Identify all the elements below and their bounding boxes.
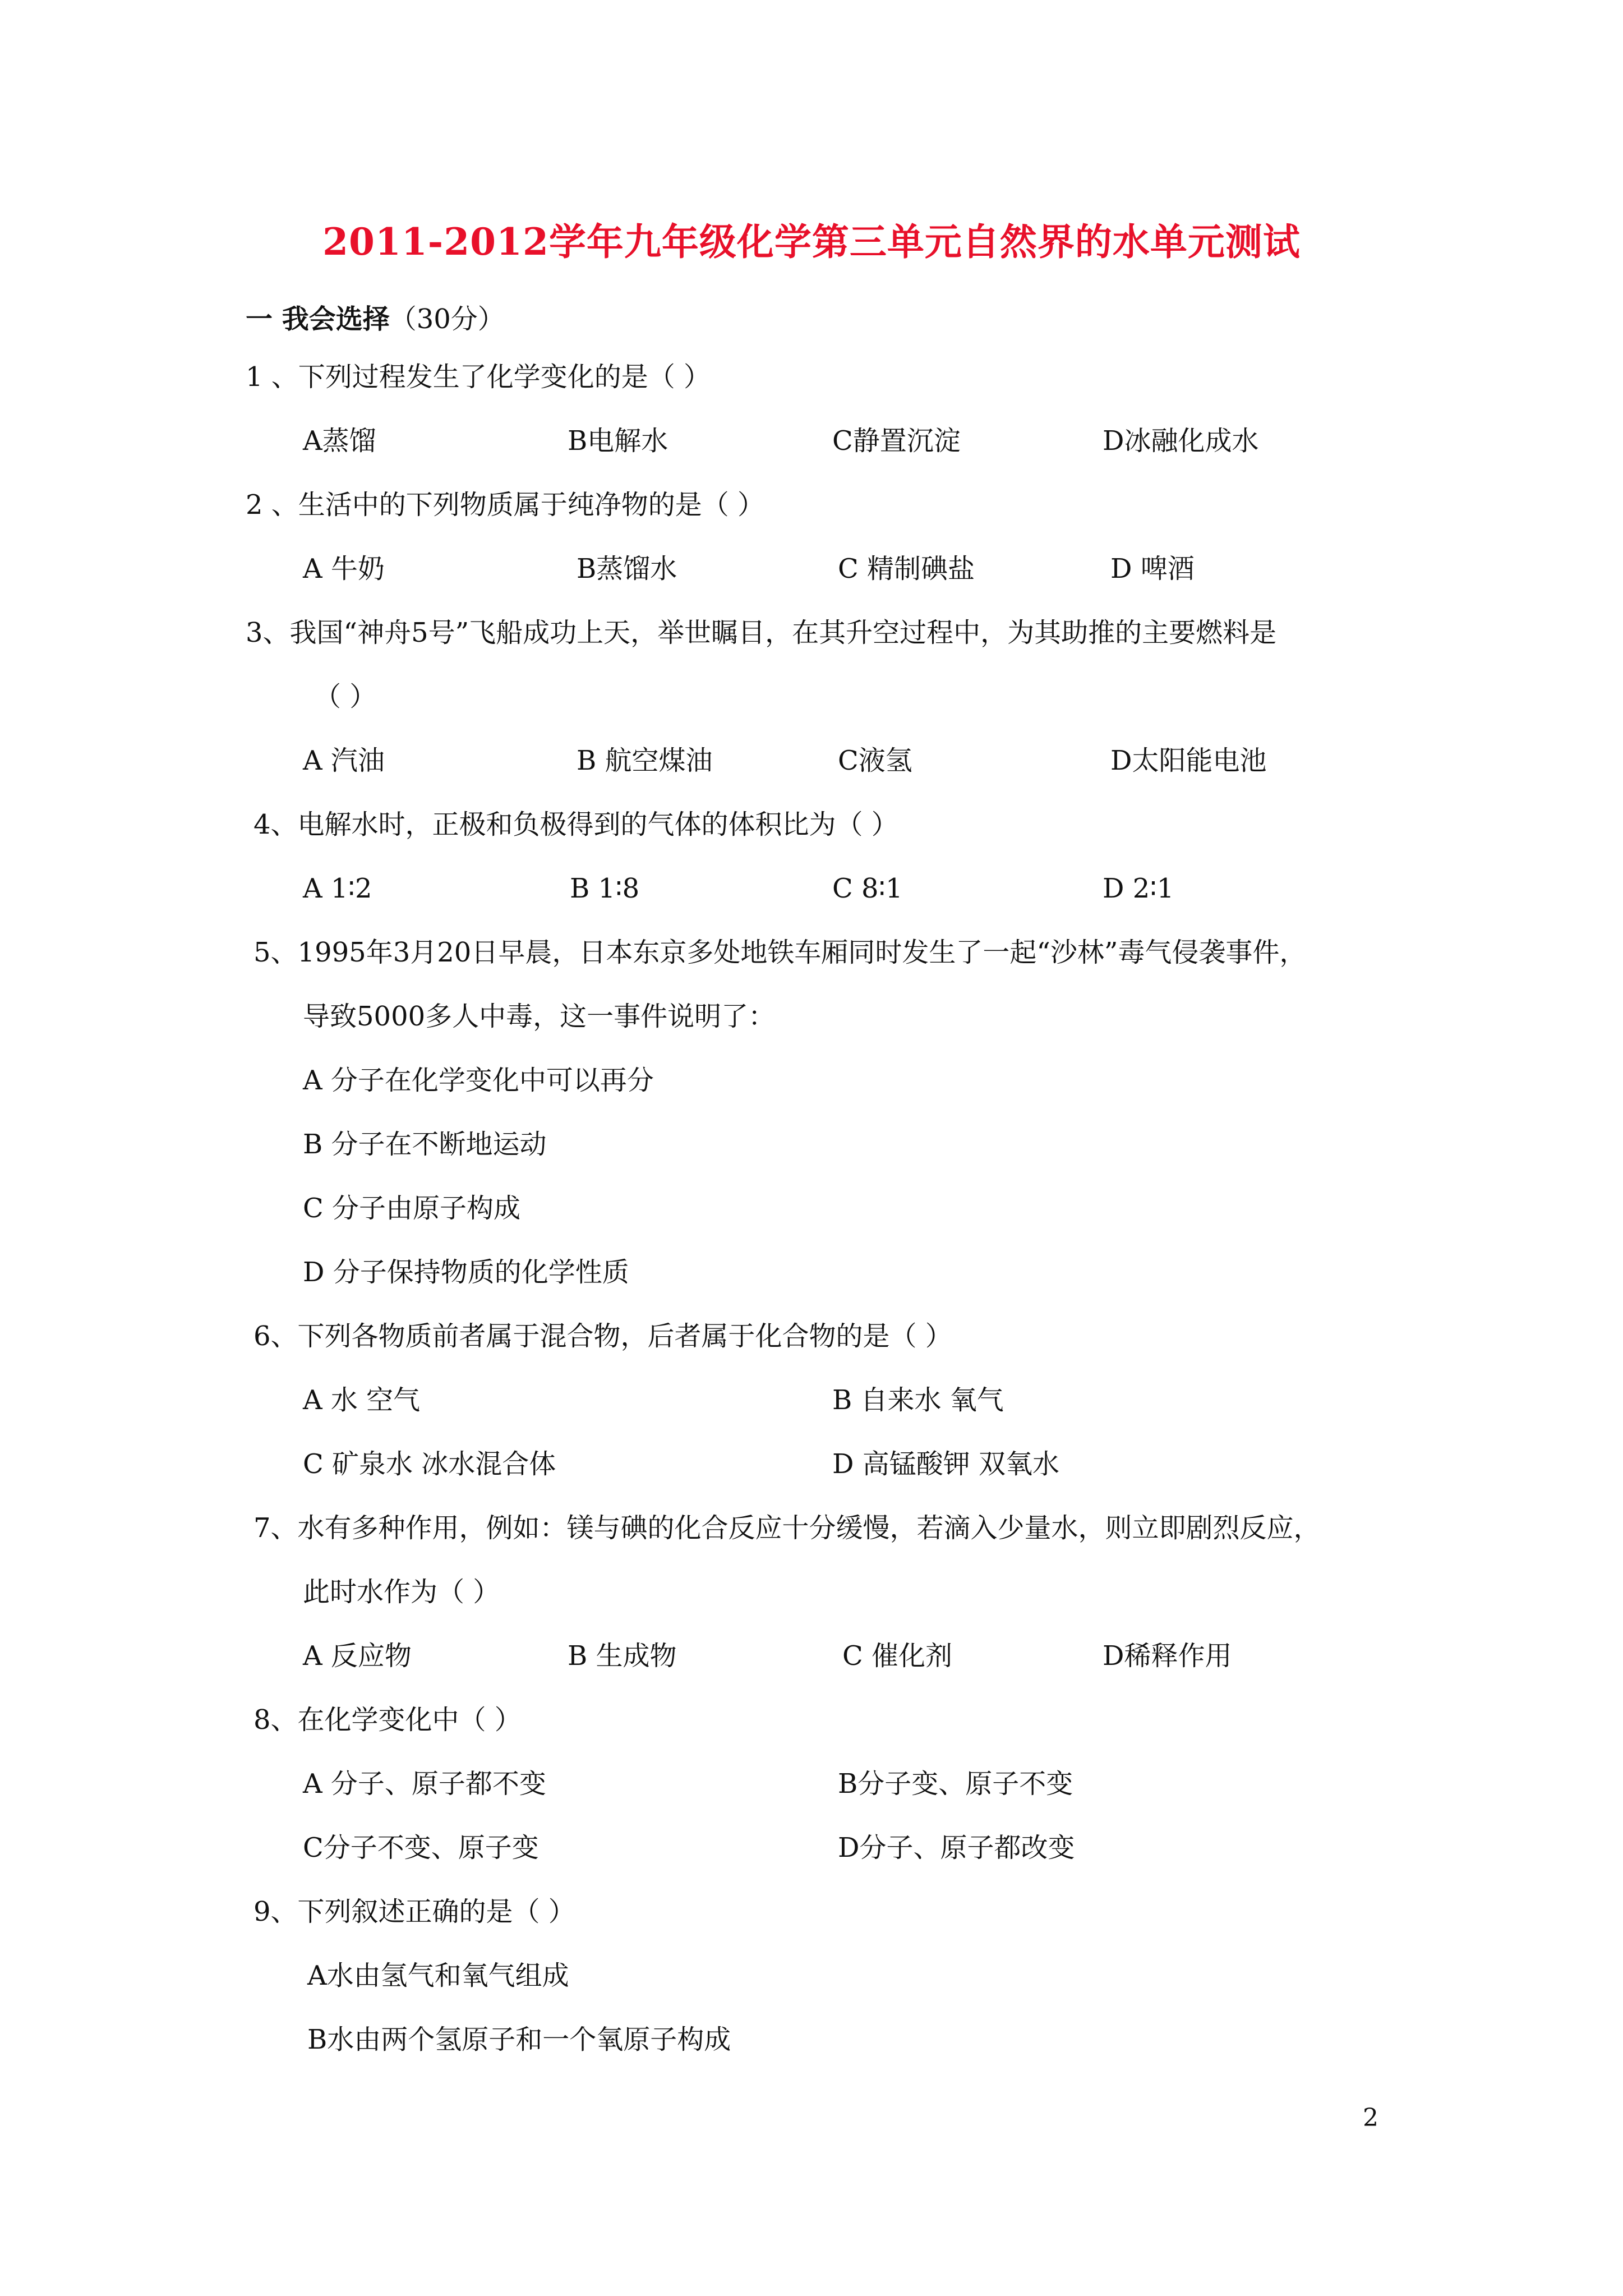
- question-2: 2 、生活中的下列物质属于纯净物的是（ ）: [246, 489, 765, 521]
- question-7-cont: 此时水作为（ ）: [303, 1576, 500, 1608]
- question-3: 3、我国“神舟5号”飞船成功上天，举世瞩目，在其升空过程中，为其助推的主要燃料是: [246, 617, 1277, 648]
- question-5-cont: 导致5000多人中毒，这一事件说明了：: [303, 1001, 776, 1032]
- q1-option-a: A蒸馏: [303, 425, 376, 457]
- question-8: 8、在化学变化中（ ）: [253, 1704, 522, 1736]
- q6-option-b: B 自来水 氧气: [832, 1384, 1004, 1416]
- q4-option-c: C 8∶1: [832, 873, 903, 904]
- q6-option-d: D 高锰酸钾 双氧水: [832, 1448, 1060, 1480]
- section-score: （30分）: [389, 303, 505, 335]
- question-1: 1 、下列过程发生了化学变化的是（ ）: [246, 361, 711, 393]
- q5-option-d: D 分子保持物质的化学性质: [303, 1257, 629, 1288]
- question-3-cont: （ ）: [314, 681, 377, 712]
- q2-option-b: B蒸馏水: [577, 553, 677, 585]
- q5-option-c: C 分子由原子构成: [303, 1193, 520, 1224]
- page-number: 2: [1363, 2104, 1378, 2132]
- question-4: 4、电解水时，正极和负极得到的气体的体积比为（ ）: [253, 809, 898, 840]
- q2-option-a: A 牛奶: [303, 553, 385, 585]
- q9-option-a: A水由氢气和氧气组成: [307, 1960, 569, 1991]
- q4-option-b: B 1∶8: [570, 873, 640, 904]
- q2-option-d: D 啤酒: [1110, 553, 1195, 585]
- q4-option-d: D 2∶1: [1103, 873, 1174, 904]
- q4-option-a: A 1∶2: [303, 873, 372, 904]
- q2-option-c: C 精制碘盐: [838, 553, 975, 585]
- q9-option-b: B水由两个氢原子和一个氧原子构成: [307, 2024, 731, 2055]
- q5-option-b: B 分子在不断地运动: [303, 1129, 547, 1160]
- q1-option-d: D冰融化成水: [1103, 425, 1259, 457]
- section-label: 一 我会选择: [246, 303, 390, 335]
- q7-option-d: D稀释作用: [1103, 1640, 1232, 1672]
- q5-option-a: A 分子在化学变化中可以再分: [303, 1065, 654, 1096]
- q8-option-c: C分子不变、原子变: [303, 1832, 539, 1864]
- q8-option-d: D分子、原子都改变: [838, 1832, 1075, 1864]
- section-heading: [246, 297, 505, 336]
- q7-option-c: C 催化剂: [842, 1640, 952, 1672]
- page-title: 2011-2012学年九年级化学第三单元自然界的水单元测试: [322, 220, 1301, 264]
- q3-option-b: B 航空煤油: [577, 745, 713, 776]
- q7-option-a: A 反应物: [303, 1640, 412, 1672]
- q3-option-a: A 汽油: [303, 745, 385, 776]
- q6-option-a: A 水 空气: [303, 1384, 421, 1416]
- question-9: 9、下列叙述正确的是（ ）: [253, 1896, 575, 1927]
- q8-option-a: A 分子、原子都不变: [303, 1768, 546, 1800]
- question-7: 7、水有多种作用，例如：镁与碘的化合反应十分缓慢，若滴入少量水，则立即剧烈反应，: [253, 1512, 1321, 1544]
- q3-option-d: D太阳能电池: [1110, 745, 1267, 776]
- question-6: 6、下列各物质前者属于混合物，后者属于化合物的是（ ）: [253, 1320, 952, 1352]
- question-5: 5、1995年3月20日早晨，日本东京多处地铁车厢同时发生了一起“沙林”毒气侵袭事件，: [253, 937, 1307, 968]
- q6-option-c: C 矿泉水 冰水混合体: [303, 1448, 556, 1480]
- q7-option-b: B 生成物: [568, 1640, 677, 1672]
- q1-option-b: B电解水: [568, 425, 668, 457]
- q3-option-c: C液氢: [838, 745, 912, 776]
- q8-option-b: B分子变、原子不变: [838, 1768, 1073, 1800]
- q1-option-c: C静置沉淀: [832, 425, 961, 457]
